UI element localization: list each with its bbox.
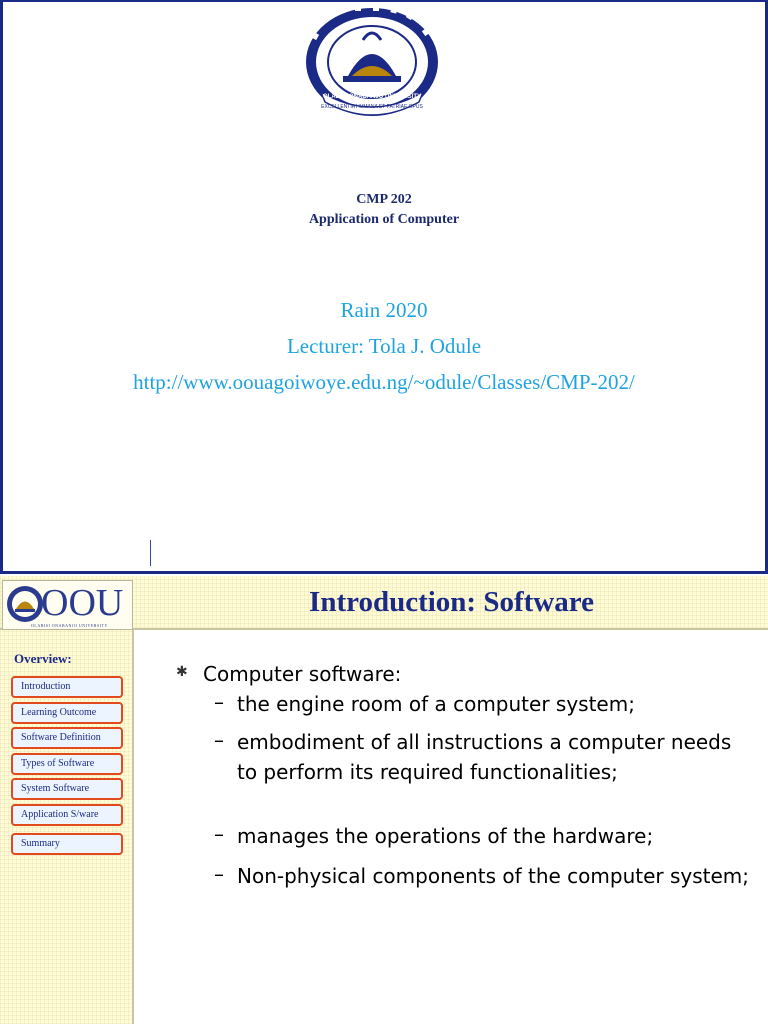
sub-point [214,727,754,787]
dash-icon: – [214,690,224,714]
nav-system-software-button[interactable]: System Software [11,778,123,800]
sub-point-text: Non-physical components of the computer system; [237,864,750,888]
sub-point [214,689,754,719]
course-title: Application of Computer [308,212,460,227]
slide-header [0,576,768,630]
oou-logo [2,580,133,630]
logo-text: OOU [41,582,124,624]
nav-learning-outcome-button[interactable]: Learning Outcome [11,702,123,724]
sub-point [214,821,754,851]
term-label: Rain 2020 [340,298,428,322]
university-seal-icon [303,4,441,124]
course-code: CMP 202 [356,192,412,207]
bullet-icon: ✱ [176,664,188,680]
dash-icon: – [214,728,224,752]
overview-sidebar [0,630,134,1024]
nav-application-software-button[interactable]: Application S/ware [11,804,123,826]
nav-introduction-button[interactable]: Introduction [11,676,123,698]
text-cursor [150,540,151,566]
dash-icon: – [214,862,224,886]
lecturer-label: Lecturer: Tola J. Odule [286,334,482,358]
logo-seal-icon [5,584,45,624]
seal-motto: EXCELLENTIA HUMANA ET PATRIAE OPUS [321,104,423,110]
sub-point-text: embodiment of all instructions a computer needs to perform its required functionalities; [237,730,732,784]
bullet-main: Computer software: [203,662,402,686]
nav-software-definition-button[interactable]: Software Definition [11,727,123,749]
dash-icon: – [214,822,224,846]
slide-body [136,630,768,1024]
overview-label: Overview: [14,651,72,666]
slide-title: Introduction: Software [309,586,594,618]
content-slide [0,576,768,1024]
sub-point-text: manages the operations of the hardware; [237,824,654,848]
sub-point-text: the engine room of a computer system; [237,692,635,716]
seal-name: OLABISI ONABANJO UNIVERSITY [322,94,422,100]
nav-summary-button[interactable]: Summary [11,833,123,855]
nav-types-of-software-button[interactable]: Types of Software [11,753,123,775]
course-url-link[interactable]: http://www.oouagoiwoye.edu.ng/~odule/Classes/CMP-202/ [133,370,635,394]
sub-point [214,861,754,891]
logo-subtext: OLABISI ONABANJO UNIVERSITY [31,623,108,628]
